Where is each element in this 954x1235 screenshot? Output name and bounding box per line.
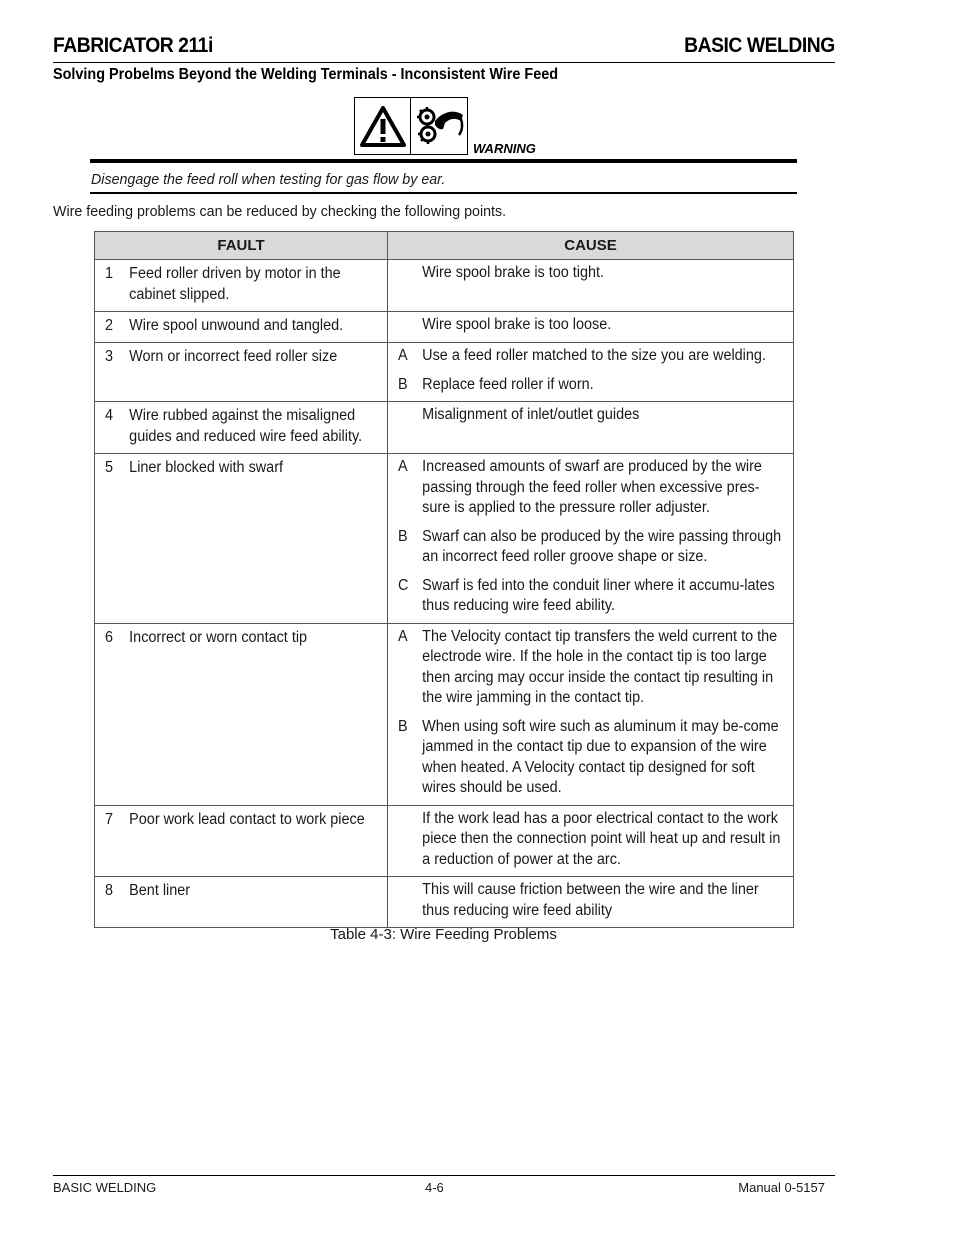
fault-entry xyxy=(105,405,382,447)
cause-entry xyxy=(398,717,787,799)
cause-entry xyxy=(398,880,787,921)
fault-text: Bent liner xyxy=(129,882,191,899)
fault-text: Wire spool unwound and tangled. xyxy=(129,317,344,334)
fault-text: Incorrect or worn contact tip xyxy=(129,628,308,646)
table-caption: Table 4-3: Wire Feeding Problems xyxy=(330,926,557,943)
cause-entry xyxy=(398,809,787,871)
fault-entry xyxy=(105,457,382,478)
fault-number: 2 xyxy=(105,317,114,334)
warning-rule-bottom xyxy=(90,192,797,194)
fault-entry xyxy=(105,263,382,305)
wire-feeding-problems-table xyxy=(94,231,794,928)
cause-entry xyxy=(398,405,787,426)
table-row xyxy=(95,312,794,343)
cause-letter xyxy=(398,880,422,921)
warning-label: WARNING xyxy=(473,141,536,156)
cause-text: Wire spool brake is too loose. xyxy=(422,316,612,333)
cause-entry xyxy=(398,527,787,568)
cause-letter: B xyxy=(398,717,408,735)
cause-cell xyxy=(388,877,794,928)
cause-cell xyxy=(388,805,794,877)
table-row xyxy=(95,260,794,312)
fault-number: 8 xyxy=(105,882,114,899)
cause-letter xyxy=(398,315,422,336)
fault-cell xyxy=(95,877,388,928)
footer-section: BASIC WELDING xyxy=(53,1180,157,1195)
warning-triangle-icon xyxy=(355,98,411,154)
warning-text: Disengage the feed roll when testing for gas flow by ear. xyxy=(91,171,446,188)
table-row xyxy=(95,877,794,928)
header-cause: CAUSE xyxy=(388,232,794,260)
header-product-title: FABRICATOR 211i xyxy=(53,34,213,57)
header-section-title: BASIC WELDING xyxy=(684,34,835,57)
fault-text: Worn or incorrect feed roller size xyxy=(129,348,338,365)
fault-text: Poor work lead contact to work piece xyxy=(129,810,365,828)
cause-text: When using soft wire such as aluminum it may be-come jammed in the contact tip due to expansion of the wire when heated. A Velocity contact tip designed for soft wires should be used. xyxy=(422,717,779,796)
fault-entry xyxy=(105,346,382,367)
fault-cell xyxy=(95,260,388,312)
intro-paragraph: Wire feeding problems can be reduced by checking the following points. xyxy=(53,203,507,220)
warning-rule-top xyxy=(90,159,797,163)
section-subtitle: Solving Probelms Beyond the Welding Terminals - Inconsistent Wire Feed xyxy=(53,66,559,83)
fault-entry xyxy=(105,809,382,830)
cause-text: This will cause friction between the wire and the liner thus reducing wire feed ability xyxy=(422,881,759,919)
fault-entry xyxy=(105,880,382,901)
cause-entry xyxy=(398,375,787,396)
table-header-row xyxy=(95,232,794,260)
cause-text: The Velocity contact tip transfers the weld current to the electrode wire. If the hole in the contact tip is too large then arcing may occur inside the contact tip resulting in the wire jamming in the contact tip. xyxy=(422,627,778,706)
cause-text: Wire spool brake is too tight. xyxy=(422,264,605,281)
table-row xyxy=(95,454,794,624)
fault-text: Feed roller driven by motor in the cabinet slipped. xyxy=(129,265,341,303)
cause-cell xyxy=(388,623,794,805)
fault-text: Wire rubbed against the misaligned guides and reduced wire feed ability. xyxy=(129,407,363,445)
table-row xyxy=(95,402,794,454)
cause-letter xyxy=(398,809,422,871)
table-row xyxy=(95,343,794,402)
cause-cell xyxy=(388,312,794,343)
cause-cell xyxy=(388,454,794,624)
cause-text: Replace feed roller if worn. xyxy=(422,375,594,393)
fault-cell xyxy=(95,402,388,454)
cause-entry xyxy=(398,263,787,284)
fault-number: 7 xyxy=(105,810,114,828)
cause-letter: A xyxy=(398,347,408,364)
cause-cell xyxy=(388,343,794,402)
header-fault: FAULT xyxy=(95,232,388,260)
cause-text: Swarf can also be produced by the wire passing through an incorrect feed roller groove shape or size. xyxy=(422,527,782,565)
fault-cell xyxy=(95,343,388,402)
cause-letter: A xyxy=(398,627,408,645)
cause-letter: B xyxy=(398,527,408,545)
cause-text: Misalignment of inlet/outlet guides xyxy=(422,406,640,423)
cause-text: If the work lead has a poor electrical contact to the work piece then the connection point will heat up and result in a reduction of power at the arc. xyxy=(422,809,781,868)
cause-entry xyxy=(398,627,787,709)
table-row xyxy=(95,623,794,805)
fault-number: 4 xyxy=(105,407,114,424)
footer-page-number: 4-6 xyxy=(425,1180,444,1195)
cause-letter: C xyxy=(398,576,409,594)
fault-cell xyxy=(95,454,388,624)
cause-cell xyxy=(388,260,794,312)
cause-entry xyxy=(398,457,787,519)
footer-manual-number: Manual 0-5157 xyxy=(738,1180,825,1195)
fault-cell xyxy=(95,623,388,805)
cause-entry xyxy=(398,576,787,617)
fault-text: Liner blocked with swarf xyxy=(129,459,284,476)
cause-letter: B xyxy=(398,375,408,393)
table-row xyxy=(95,805,794,877)
cause-entry xyxy=(398,315,787,336)
warning-icons xyxy=(354,97,468,155)
cause-letter xyxy=(398,263,422,284)
fault-entry xyxy=(105,315,382,336)
cause-cell xyxy=(388,402,794,454)
fault-number: 5 xyxy=(105,459,114,476)
cause-letter: A xyxy=(398,458,408,475)
cause-text: Increased amounts of swarf are produced by the wire passing through the feed roller when excessive pres-sure is applied to the pressure roller adjuster. xyxy=(422,458,762,516)
cause-text: Swarf is fed into the conduit liner where it accumu-lates thus reducing wire feed ability. xyxy=(422,576,775,614)
fault-cell xyxy=(95,312,388,343)
page-header xyxy=(53,32,835,63)
fault-number: 1 xyxy=(105,265,114,282)
fault-entry xyxy=(105,627,382,648)
fault-number: 6 xyxy=(105,628,114,646)
fault-cell xyxy=(95,805,388,877)
page-footer xyxy=(53,1175,835,1195)
cause-text: Use a feed roller matched to the size you are welding. xyxy=(422,347,766,364)
fault-number: 3 xyxy=(105,348,114,365)
hand-entanglement-gears-icon xyxy=(411,98,466,154)
cause-entry xyxy=(398,346,787,367)
cause-letter xyxy=(398,405,422,426)
